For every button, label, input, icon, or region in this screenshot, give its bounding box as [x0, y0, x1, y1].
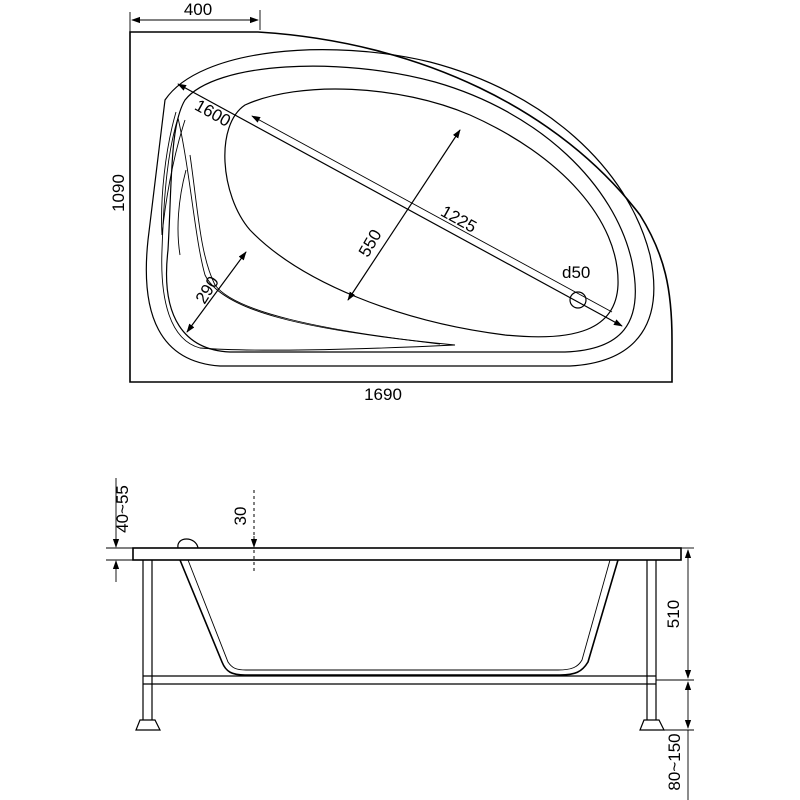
- dim-drain-label: d50: [562, 263, 591, 282]
- dim-290-label: 290: [191, 273, 223, 308]
- dim-1690-label: 1690: [364, 385, 402, 404]
- rim-inner-edge: [146, 50, 654, 366]
- dim-lip-label: 30: [231, 506, 250, 526]
- tub-outline: [130, 32, 672, 382]
- right-foot: [640, 720, 664, 730]
- bowl-inner-oval: [225, 89, 618, 337]
- headrest-curve-1: [162, 112, 185, 235]
- drain-hole: [570, 292, 586, 308]
- top-view: [109, 0, 672, 404]
- tub-body-inner: [188, 560, 610, 670]
- dim-leg-label: 80~150: [665, 733, 684, 791]
- dim-400-label: 400: [183, 0, 213, 19]
- tub-body: [180, 560, 618, 675]
- headrest-bump: [178, 539, 198, 548]
- dim-1090-label: 1090: [109, 174, 128, 212]
- dim-1225-label: 1225: [437, 201, 480, 237]
- dim-1225-line: [252, 116, 612, 312]
- dim-height-label: 510: [664, 599, 683, 629]
- dim-1600-label: 1600: [191, 95, 234, 131]
- dim-1600-line: [178, 84, 622, 326]
- left-foot: [136, 720, 160, 730]
- headrest-curve-2: [178, 170, 186, 255]
- dim-rim-label: 40~55: [113, 485, 132, 533]
- side-view: [106, 478, 694, 800]
- dim-550-label: 550: [354, 226, 386, 261]
- tub-rim: [133, 548, 681, 560]
